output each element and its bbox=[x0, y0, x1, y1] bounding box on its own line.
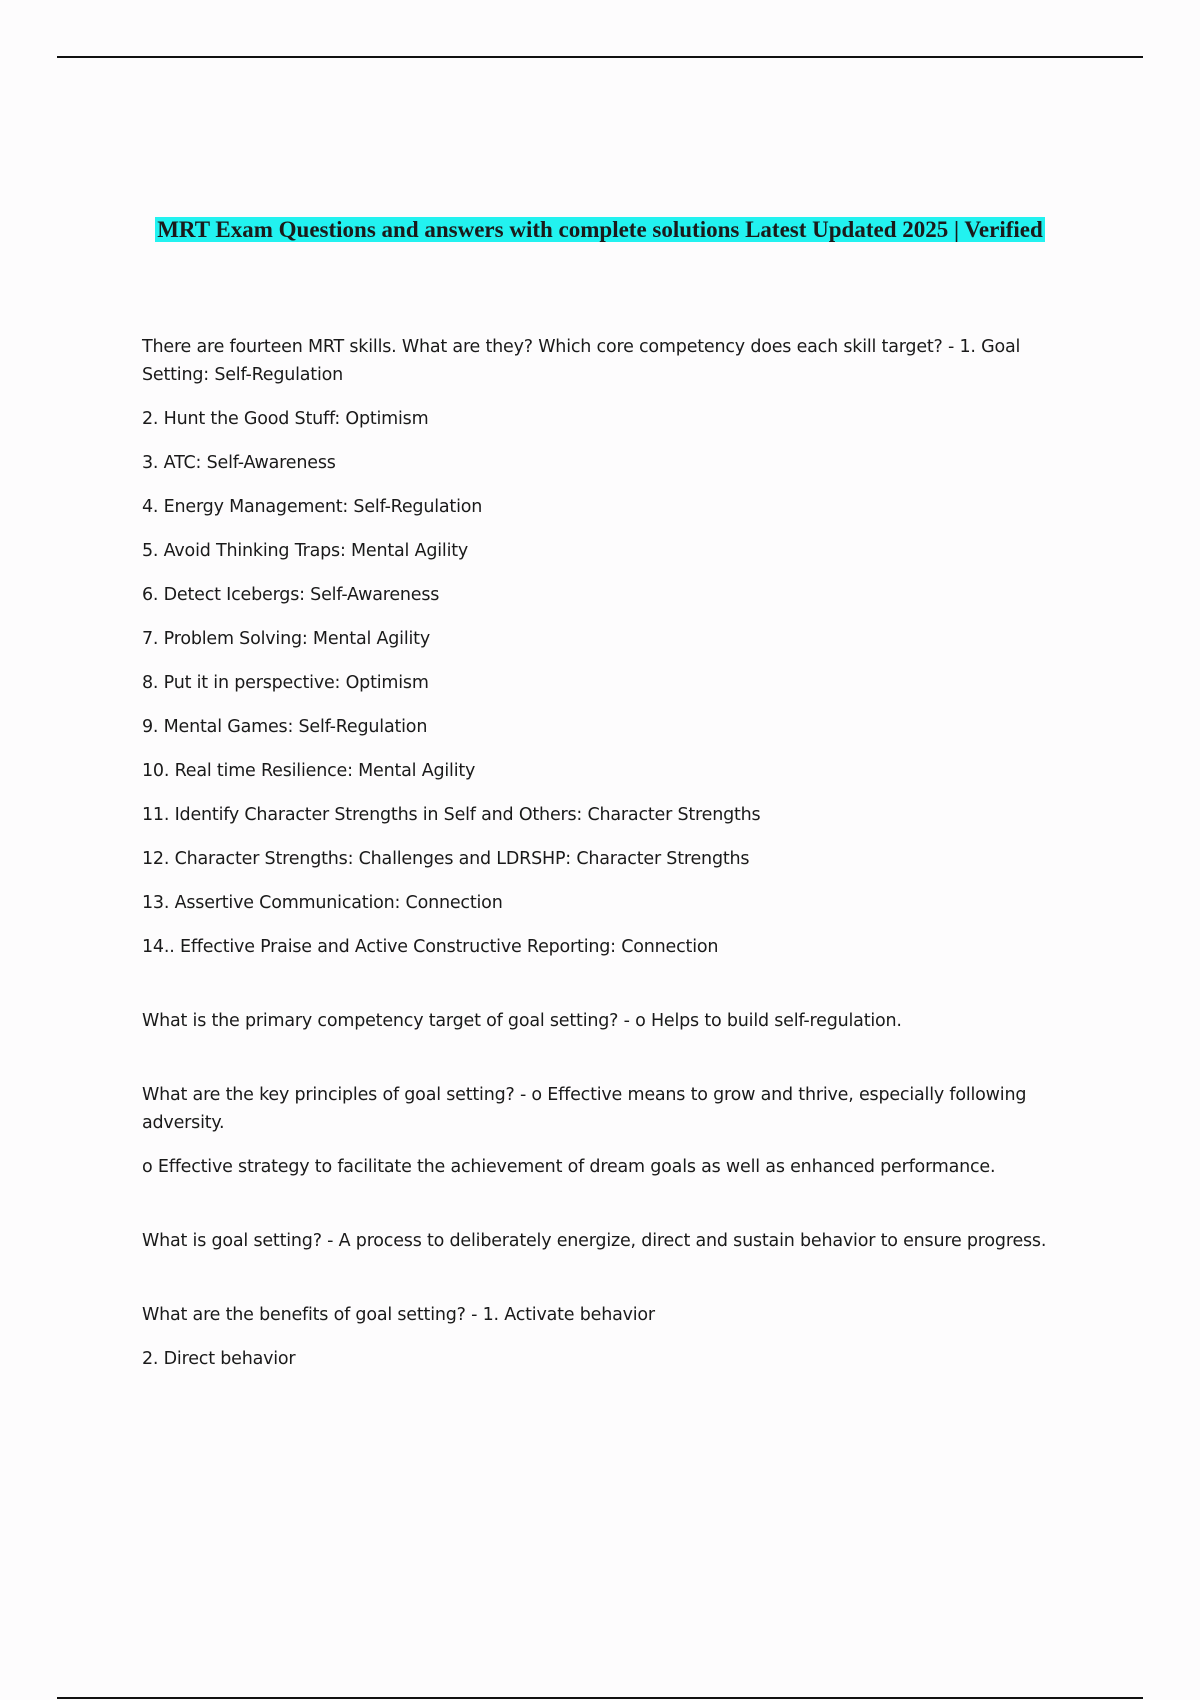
document-paragraph: 4. Energy Management: Self-Regulation bbox=[142, 497, 483, 517]
document-paragraph: 12. Character Strengths: Challenges and LDRSHP: Character Strengths bbox=[142, 849, 750, 869]
document-body bbox=[142, 333, 1062, 1389]
document-paragraph: 7. Problem Solving: Mental Agility bbox=[142, 629, 430, 649]
document-paragraph: What is the primary competency target of goal setting? - o Helps to build self-regulation. bbox=[142, 1011, 902, 1031]
document-paragraph: 5. Avoid Thinking Traps: Mental Agility bbox=[142, 541, 469, 561]
document-paragraph: 2. Direct behavior bbox=[142, 1349, 296, 1369]
document-paragraph: There are fourteen MRT skills. What are they? Which core competency does each skill target? - 1. Goal Setting: Self-Regulation bbox=[142, 337, 1021, 385]
document-paragraph: What are the benefits of goal setting? - 1. Activate behavior bbox=[142, 1305, 655, 1325]
document-title bbox=[120, 215, 1080, 245]
document-paragraph: What is goal setting? - A process to deliberately energize, direct and sustain behavior to ensure progress. bbox=[142, 1231, 1047, 1251]
document-paragraph: What are the key principles of goal setting? - o Effective means to grow and thrive, especially following adversity. bbox=[142, 1085, 1027, 1133]
document-paragraph: 8. Put it in perspective: Optimism bbox=[142, 673, 429, 693]
document-paragraph: 3. ATC: Self-Awareness bbox=[142, 453, 336, 473]
header-rule bbox=[57, 56, 1143, 58]
footer-rule bbox=[57, 1697, 1143, 1699]
document-paragraph: 2. Hunt the Good Stuff: Optimism bbox=[142, 409, 429, 429]
document-paragraph: 10. Real time Resilience: Mental Agility bbox=[142, 761, 476, 781]
document-paragraph: 14.. Effective Praise and Active Constructive Reporting: Connection bbox=[142, 937, 719, 957]
document-paragraph: 6. Detect Icebergs: Self-Awareness bbox=[142, 585, 440, 605]
document-title-text: MRT Exam Questions and answers with complete solutions Latest Updated 2025 | Verified bbox=[157, 217, 1043, 242]
document-paragraph: 11. Identify Character Strengths in Self and Others: Character Strengths bbox=[142, 805, 761, 825]
document-paragraph: o Effective strategy to facilitate the achievement of dream goals as well as enhanced performance. bbox=[142, 1157, 996, 1177]
document-paragraph: 9. Mental Games: Self-Regulation bbox=[142, 717, 428, 737]
document-paragraph: 13. Assertive Communication: Connection bbox=[142, 893, 503, 913]
